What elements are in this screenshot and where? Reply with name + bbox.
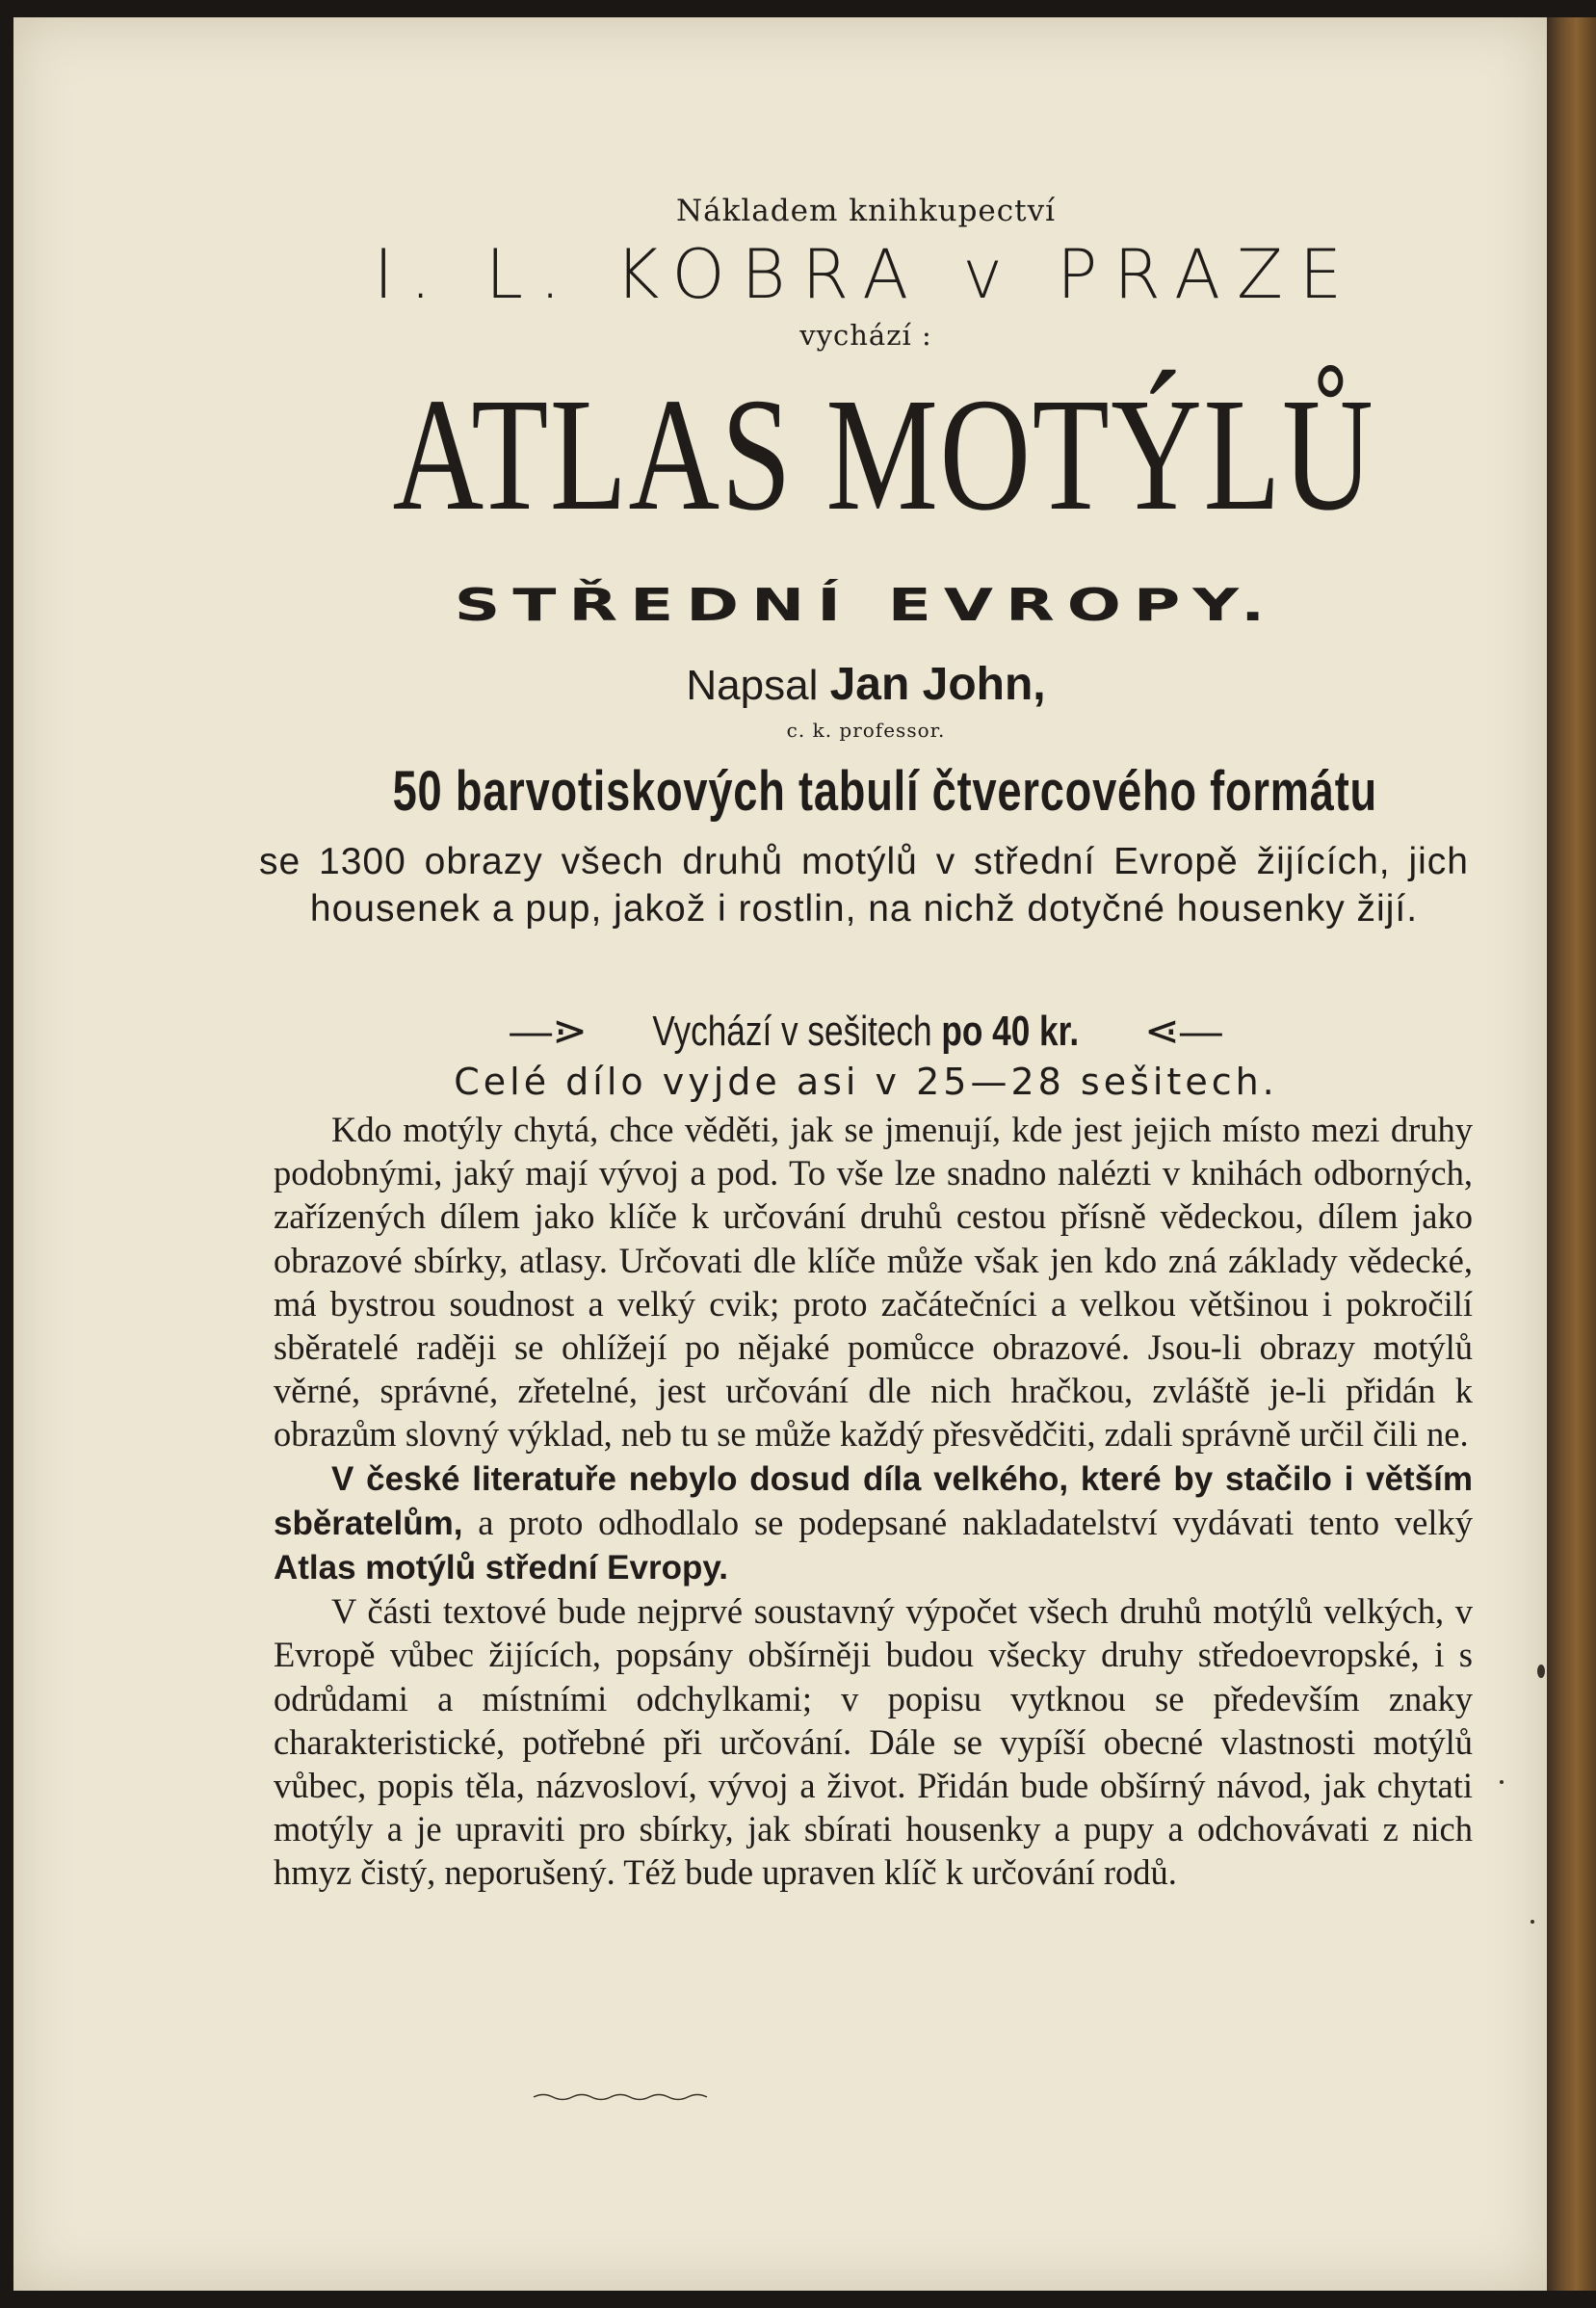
- author-line: [259, 658, 1473, 711]
- author-role: c. k. professor.: [786, 719, 946, 742]
- body-text: [274, 1108, 1473, 1895]
- plates-description: se 1300 obrazy všech druhů motýlů v střední Evropě žijících, jich housenek a pup, jakož i rostlin, na nichž dotyčné housenky žijí.: [259, 841, 1469, 930]
- book-subtitle: STŘEDNÍ EVROPY.: [454, 579, 1278, 632]
- publisher-name: I. L. KOBRA v PRAZE: [373, 235, 1359, 314]
- author-name: Jan John,: [829, 659, 1046, 710]
- emphasis-literature: V české literatuře nebylo dosud díla velkého, které by stačilo i větším sběratelům,: [274, 1459, 1473, 1542]
- speck: [1531, 1920, 1534, 1924]
- emphasis-atlas: Atlas motýlů střední Evropy.: [274, 1549, 728, 1587]
- paragraph-content: V části textové bude nejprvé soustavný výpočet všech druhů motýlů velkých, v Evropě vůbec žijících, popsány obšírněji budou všecky druhy středoevropské, i s odrůdami a místními odchylkami; v popisu vytknou se především znaky charakteristické, potřebné při určování. Dále se vypíší obecné vlastnosti motýlů vůbec, popis těla, názvosloví, vývoj a život. Přidán bude obšírný návod, jak chytati motýly a je upraviti pro sbírky, jak sbírati housenky a pupy a odchovávati z nich hmyz čistý, neporušený. Též bude upraven klíč k určování rodů.: [274, 1591, 1473, 1893]
- plates-heading: 50 barvotiskových tabulí čtvercového formátu: [392, 760, 1377, 823]
- book-title: ATLAS MOTÝLŮ: [392, 365, 1375, 544]
- publication-notice: vychází :: [799, 319, 932, 352]
- price-amount: po 40 kr.: [941, 1008, 1080, 1055]
- issues-count: Celé dílo vyjde asi v 25—28 sešitech.: [454, 1061, 1278, 1103]
- end-flourish: [524, 2090, 717, 2102]
- publisher-label: Nákladem knihkupectví: [675, 194, 1057, 228]
- paragraph-purpose: [274, 1456, 1473, 1590]
- author-prefix: Napsal: [686, 662, 819, 709]
- paragraph-purpose-text: a proto odhodlalo se podepsané nakladatelství vydávati tento velký: [462, 1502, 1473, 1542]
- right-arrow-ornament: ⋖—: [1132, 1008, 1222, 1055]
- paragraph-intro: Kdo motýly chytá, chce věděti, jak se jmenují, kde jest jejich místo mezi druhy podobnými, jaký mají vývoj a pod. To vše lze snadno nalézti v knihách odborných, zařízených dílem jako klíče k určování druhů cestou přísně vědeckou, dílem jako obrazové sbírky, atlasy. Určovati dle klíče může však jen kdo zná základy vědecké, má bystrou soudnost a velký cvik; proto začátečníci a velkou většinou i pokročilí sběratelé raději se ohlížejí po nějaké pomůcce obrazové. Jsou-li obrazy motýlů věrné, správné, zřetelné, jest určování dle nich hračkou, zvláště je-li přidán k obrazům slovný výklad, neb tu se může každý přesvědčiti, zdali správně určil čili ne.: [274, 1110, 1473, 1455]
- book-spine: [1547, 17, 1596, 2291]
- price-line: [259, 1007, 1473, 1056]
- book-page: [13, 17, 1547, 2291]
- speck: [1500, 1780, 1504, 1784]
- price-prefix: Vychází v sešitech: [652, 1008, 932, 1055]
- left-arrow-ornament: —⋗: [510, 1008, 600, 1055]
- edge-mark: [1537, 1665, 1545, 1678]
